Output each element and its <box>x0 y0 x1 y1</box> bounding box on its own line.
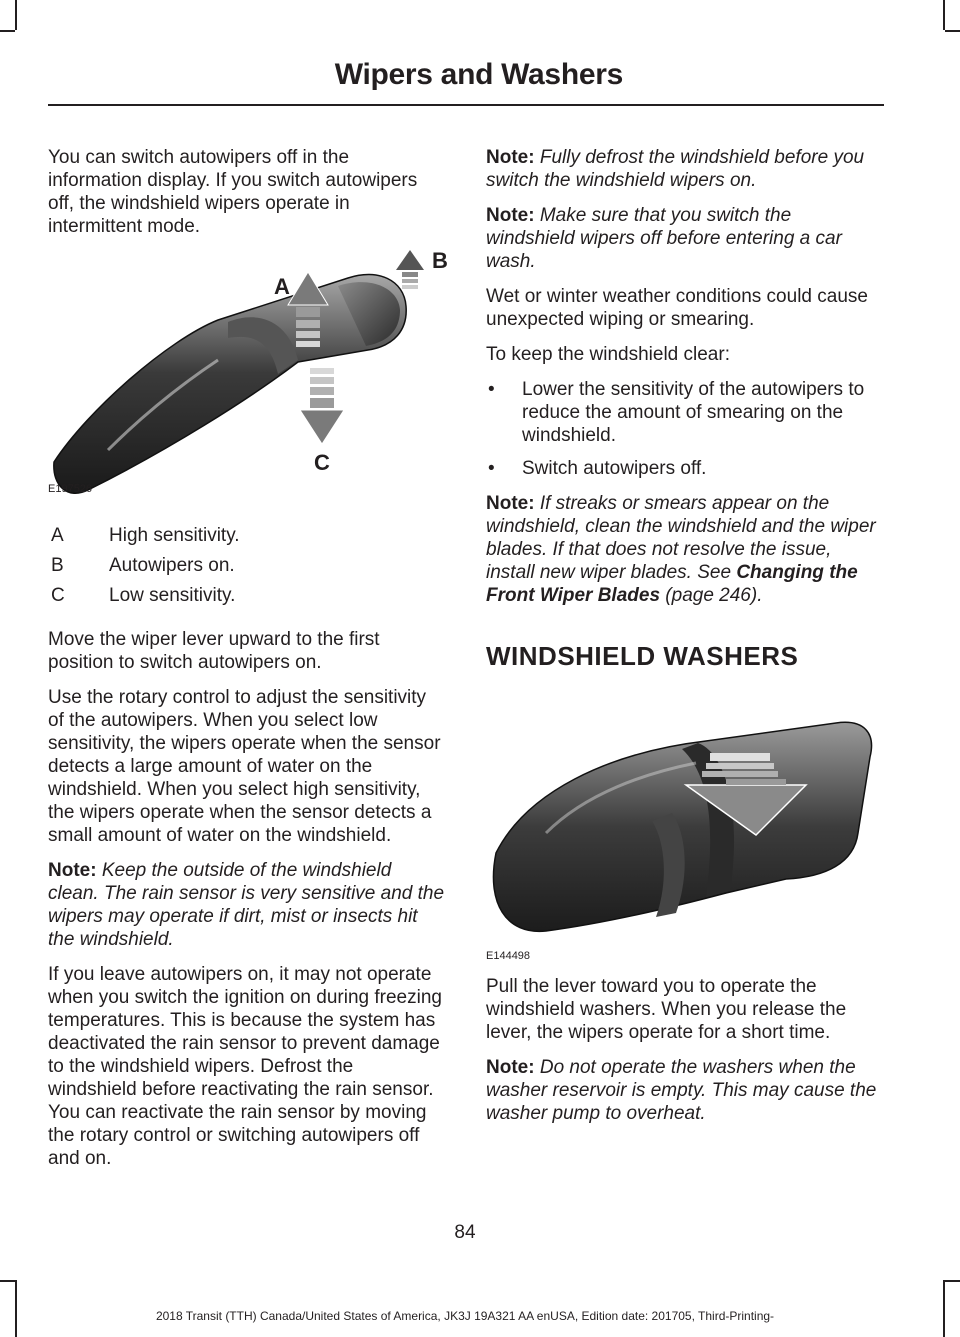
arrow-down-icon <box>300 368 344 444</box>
cross-reference-page: (page 246). <box>665 585 763 606</box>
note-text: Fully defrost the windshield before you switch the windshield wipers on. <box>486 147 865 191</box>
left-column <box>48 146 446 1182</box>
crop-mark <box>0 1280 15 1282</box>
note-text: Make sure that you switch the windshield wipers off before entering a car wash. <box>486 205 842 272</box>
legend-row <box>48 554 446 584</box>
note-paragraph <box>48 859 446 951</box>
crop-mark <box>943 1280 945 1337</box>
legend-row <box>48 524 446 554</box>
callout-label-a: A <box>274 274 290 299</box>
body-paragraph: Pull the lever toward you to operate the windshield washers. When you release the lever, the wipers operate for a short time. <box>486 976 847 1043</box>
note-label: Note: <box>486 147 535 168</box>
note-label: Note: <box>48 860 97 881</box>
body-paragraph: Move the wiper lever upward to the first position to switch autowipers on. <box>48 629 380 673</box>
crop-mark <box>945 1280 960 1282</box>
body-paragraph: Use the rotary control to adjust the sensitivity of the autowipers. When you select low sensitivity, the wipers operate when the sensor detects a large amount of water on the windshield. When you select high sensitivity, the wipers operate when the sensor detects a small amount of water on the windshield. <box>48 687 441 846</box>
note-label: Note: <box>486 1057 535 1078</box>
legend-row <box>48 584 446 614</box>
crop-mark <box>15 0 17 30</box>
intro-paragraph: You can switch autowipers off in the information display. If you switch autowipers off, the windshield wipers operate in intermittent mode. <box>48 147 418 237</box>
legend-letter: C <box>51 585 65 606</box>
note-text: Keep the outside of the windshield clean. The rain sensor is very sensitive and the wipers may operate if dirt, mist or insects hit the windshield. <box>48 860 445 950</box>
cross-reference-link[interactable]: Changing the Front Wiper Blades <box>486 562 858 606</box>
note-paragraph <box>486 146 884 192</box>
crop-mark <box>945 30 960 32</box>
page-title: Wipers and Washers <box>334 58 623 91</box>
list-item-text: Lower the sensitivity of the autowipers to reduce the amount of smearing on the windshield. <box>522 379 865 446</box>
bullet-list <box>486 378 884 480</box>
legend-text: High sensitivity. <box>109 525 240 546</box>
note-paragraph <box>486 204 884 273</box>
list-item <box>486 457 884 480</box>
note-paragraph <box>486 492 884 607</box>
note-label: Note: <box>486 493 535 514</box>
note-label: Note: <box>486 205 535 226</box>
legend-letter: A <box>51 525 64 546</box>
note-text: Do not operate the washers when the washer reservoir is empty. This may cause the washer pump to overheat. <box>486 1057 877 1124</box>
legend-text: Autowipers on. <box>109 555 235 576</box>
note-text: If streaks or smears appear on the windshield, clean the windshield and the wiper blades. If that does not resolve the issue, install new wiper blades. See <box>486 493 876 583</box>
list-item <box>486 378 884 447</box>
section-heading: WINDSHIELD WASHERS <box>486 641 799 671</box>
figure-legend <box>48 524 446 614</box>
washer-lever-illustration <box>486 713 884 963</box>
note-paragraph <box>486 1056 884 1125</box>
page-footer: 2018 Transit (TTH) Canada/United States of America, JK3J 19A321 AA enUSA, Edition date: 201705, Third-Printing- <box>155 1309 775 1323</box>
legend-text: Low sensitivity. <box>109 585 236 606</box>
figure-code: E197526 <box>48 483 93 495</box>
washer-lever-figure <box>486 713 884 963</box>
bullet-icon: • <box>488 458 495 479</box>
arrow-up-icon <box>396 250 424 289</box>
body-paragraph: Wet or winter weather conditions could cause unexpected wiping or smearing. <box>486 286 868 330</box>
callout-label-b: B <box>432 248 448 273</box>
body-paragraph: If you leave autowipers on, it may not operate when you switch the ignition on during freezing temperatures. This is because the system has deactivated the rain sensor to prevent damage to the windshield wipers. Defrost the windshield before reactivating the rain sensor. You can reactivate the rain sensor by moving the rotary control or switching autowipers off and on. <box>48 964 442 1169</box>
wiper-lever-illustration <box>48 250 446 512</box>
figure-code: E144498 <box>486 950 531 962</box>
page-number: 84 <box>454 1222 476 1243</box>
right-column <box>486 146 884 1137</box>
header-divider <box>48 104 884 106</box>
crop-mark <box>943 0 945 30</box>
bullet-icon: • <box>488 379 495 400</box>
body-paragraph: To keep the windshield clear: <box>486 344 730 365</box>
list-item-text: Switch autowipers off. <box>522 458 707 479</box>
legend-letter: B <box>51 555 64 576</box>
callout-label-c: C <box>314 450 330 475</box>
wiper-lever-figure <box>48 250 446 512</box>
crop-mark <box>0 30 15 32</box>
